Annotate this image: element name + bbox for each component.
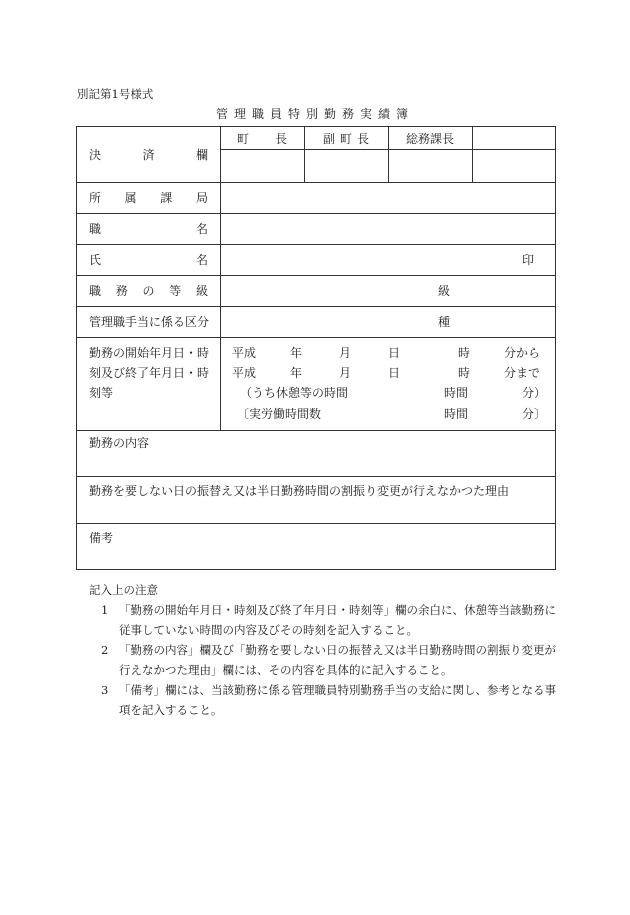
approval-general-affairs: 総務課長 [406,132,455,146]
form-id: 別記第1号様式 [77,87,154,101]
row-line [77,476,556,477]
note-item: 3 「備考」欄には、当該勤務に係る管理職員特別勤務手当の支給に関し、参考となる事項を記入すること。 [101,683,556,717]
row-line [77,182,556,183]
row-line [77,430,556,431]
row-line [77,306,556,307]
form-table: 決 済 欄 町 長 副 町 長 総務課長 所 属 課 局 職 名 氏 名 印 職 務 の 等 級 級 管理職手当に係る区分 種 勤務の開始年月日・時 刻及び終了年月日・時 刻等 平成 年 月 日 時 分から 平成 年 月 日 時 分まで （うち休憩等の時間 時間 分） 〔実労働時間数 時間 分〕 勤務の内容 勤務を要しない日の振替え又は半日勤務時間の割振り変更が行えなかつた理由 備考 [76,126,556,570]
row-line [77,337,556,338]
department-label: 所 属 課 局 [89,191,208,205]
row-line [77,244,556,245]
approval-column-line [472,127,473,182]
name-label: 氏 名 [89,253,208,267]
approval-mayor: 町 長 [237,132,287,146]
approval-column-line [388,127,389,182]
approval-deputy-mayor: 副 町 長 [323,132,369,146]
note-item: 2 「勤務の内容」欄及び「勤務を要しない日の振替え又は半日勤務時間の割振り変更が行えなかつた理由」欄には、その内容を具体的に記入すること。 [101,643,556,677]
approval-column-line [304,127,305,182]
datetime-label-line: 刻等 [89,386,114,400]
approval-label: 決 済 欄 [89,148,208,162]
document-title: 管理職員特別勤務実績簿 [215,107,414,121]
row-line [77,213,556,214]
reason-label: 勤務を要しない日の振替え又は半日勤務時間の割振り変更が行えなかつた理由 [89,484,510,498]
datetime-label-line: 刻及び終了年月日・時 [89,366,210,380]
label-column-line [220,127,221,430]
seal-mark: 印 [522,253,535,267]
notes-heading: 記入上の注意 [89,583,158,597]
datetime-label-line: 勤務の開始年月日・時 [89,346,210,360]
row-line [77,275,556,276]
grade-unit: 級 [438,284,451,298]
content-label: 勤務の内容 [89,436,150,450]
allowance-unit: 種 [438,315,451,329]
position-label: 職 名 [89,222,208,236]
notes [89,580,559,720]
allowance-label: 管理職手当に係る区分 [89,315,210,329]
remarks-label: 備考 [89,531,114,545]
row-line [77,523,556,524]
note-item: 1 「勤務の開始年月日・時刻及び終了年月日・時刻等」欄の余白に、休憩等当該勤務に従事していない時間の内容及びその時刻を記入すること。 [101,603,556,637]
grade-label: 職 務 の 等 級 [89,284,208,298]
